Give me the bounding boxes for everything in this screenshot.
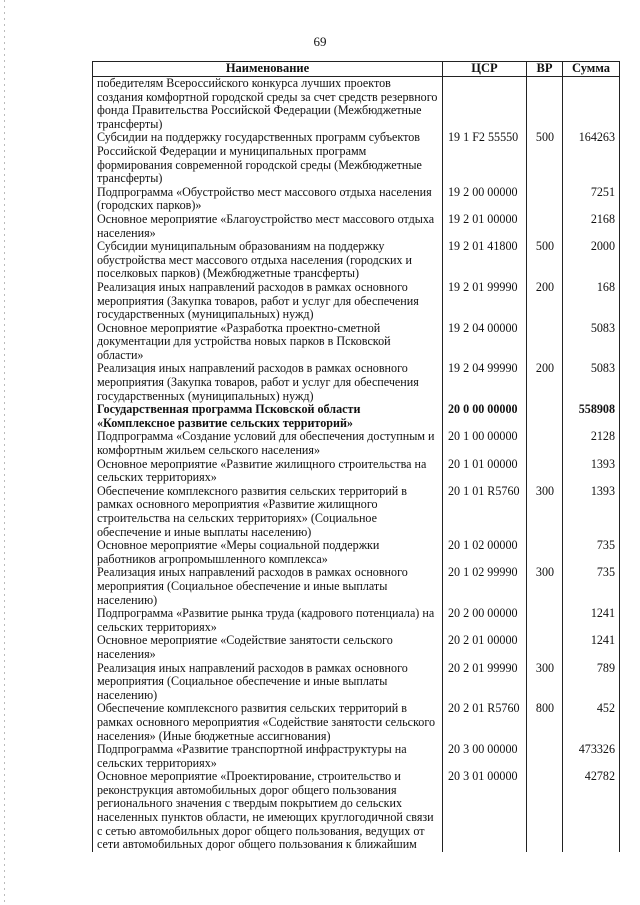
cell-name: Субсидии на поддержку государственных программ субъектов Российской Федерации и муниципальных программ формирования современной городской среды (Межбюджетные трансферты)	[93, 131, 443, 185]
table-row	[93, 240, 620, 281]
cell-vr: 300	[527, 566, 563, 607]
table-row	[93, 281, 620, 322]
cell-sum: 1241	[563, 634, 620, 661]
cell-vr	[527, 403, 563, 430]
table-row	[93, 539, 620, 566]
table-row	[93, 743, 620, 770]
table-row	[93, 607, 620, 634]
cell-sum: 42782	[563, 770, 620, 852]
cell-vr	[527, 743, 563, 770]
table-row	[93, 322, 620, 363]
table-row	[93, 213, 620, 240]
table-row	[93, 131, 620, 185]
cell-csr: 20 3 01 00000	[443, 770, 527, 852]
table-row	[93, 362, 620, 403]
table-row	[93, 662, 620, 703]
table-row	[93, 702, 620, 743]
cell-vr: 500	[527, 240, 563, 281]
cell-sum: 473326	[563, 743, 620, 770]
cell-vr	[527, 322, 563, 363]
cell-csr: 19 2 04 00000	[443, 322, 527, 363]
table-row	[93, 186, 620, 213]
page-number: 69	[313, 34, 327, 49]
cell-sum: 2000	[563, 240, 620, 281]
table-header-row	[93, 62, 620, 77]
cell-vr	[527, 77, 563, 132]
cell-sum: 1393	[563, 458, 620, 485]
cell-sum: 1241	[563, 607, 620, 634]
cell-vr: 800	[527, 702, 563, 743]
cell-vr	[527, 186, 563, 213]
cell-name: Реализация иных направлений расходов в рамках основного мероприятия (Закупка товаров, работ и услуг для обеспечения государственных (муниципальных) нужд)	[93, 281, 443, 322]
cell-sum: 558908	[563, 403, 620, 430]
cell-sum: 5083	[563, 362, 620, 403]
table-row	[93, 770, 620, 852]
cell-name: Государственная программа Псковской области «Комплексное развитие сельских территорий»	[93, 403, 443, 430]
cell-csr: 20 1 02 99990	[443, 566, 527, 607]
cell-csr: 20 0 00 00000	[443, 403, 527, 430]
cell-vr: 500	[527, 131, 563, 185]
cell-csr: 20 1 01 00000	[443, 458, 527, 485]
scan-edge-mark	[4, 0, 5, 905]
cell-csr: 19 2 00 00000	[443, 186, 527, 213]
cell-csr: 19 1 F2 55550	[443, 131, 527, 185]
cell-name: Основное мероприятие «Разработка проектно-сметной документации для устройства новых парков в Псковской области»	[93, 322, 443, 363]
budget-table	[92, 61, 620, 852]
table-row	[93, 485, 620, 539]
cell-csr: 20 2 00 00000	[443, 607, 527, 634]
header-sum: Сумма	[563, 62, 620, 77]
cell-name: Основное мероприятие «Благоустройство мест массового отдыха населения»	[93, 213, 443, 240]
cell-sum: 2168	[563, 213, 620, 240]
cell-csr: 19 2 04 99990	[443, 362, 527, 403]
cell-sum: 7251	[563, 186, 620, 213]
header-csr: ЦСР	[443, 62, 527, 77]
cell-name: Подпрограмма «Развитие транспортной инфраструктуры на сельских территориях»	[93, 743, 443, 770]
cell-name: Реализация иных направлений расходов в рамках основного мероприятия (Социальное обеспечение и иные выплаты населению)	[93, 566, 443, 607]
table-row	[93, 458, 620, 485]
cell-sum: 735	[563, 539, 620, 566]
cell-vr: 300	[527, 662, 563, 703]
cell-csr: 19 2 01 41800	[443, 240, 527, 281]
cell-csr: 20 1 02 00000	[443, 539, 527, 566]
cell-sum: 789	[563, 662, 620, 703]
cell-csr	[443, 77, 527, 132]
cell-name: Субсидии муниципальным образованиям на поддержку обустройства мест массового отдыха населения (городских и поселковых парков) (Межбюджетные трансферты)	[93, 240, 443, 281]
cell-csr: 19 2 01 99990	[443, 281, 527, 322]
cell-name: Основное мероприятие «Содействие занятости сельского населения»	[93, 634, 443, 661]
cell-name: победителям Всероссийского конкурса лучших проектов создания комфортной городской среды за счет средств резервного фонда Правительства Российской Федерации (Межбюджетные трансферты)	[93, 77, 443, 132]
cell-name: Основное мероприятие «Развитие жилищного строительства на сельских территориях»	[93, 458, 443, 485]
table-row	[93, 566, 620, 607]
cell-csr: 19 2 01 00000	[443, 213, 527, 240]
cell-name: Реализация иных направлений расходов в рамках основного мероприятия (Закупка товаров, работ и услуг для обеспечения государственных (муниципальных) нужд)	[93, 362, 443, 403]
cell-csr: 20 2 01 00000	[443, 634, 527, 661]
cell-vr	[527, 213, 563, 240]
cell-sum: 5083	[563, 322, 620, 363]
cell-vr: 200	[527, 281, 563, 322]
cell-vr	[527, 458, 563, 485]
table-row	[93, 634, 620, 661]
cell-csr: 20 1 00 00000	[443, 430, 527, 457]
cell-vr: 300	[527, 485, 563, 539]
header-vr: ВР	[527, 62, 563, 77]
cell-name: Обеспечение комплексного развития сельских территорий в рамках основного мероприятия «Содействие занятости сельского населения» (Иные бюджетные ассигнования)	[93, 702, 443, 743]
header-name: Наименование	[93, 62, 443, 77]
cell-name: Основное мероприятие «Меры социальной поддержки работников агропромышленного комплекса»	[93, 539, 443, 566]
cell-csr: 20 2 01 R5760	[443, 702, 527, 743]
cell-vr	[527, 634, 563, 661]
cell-sum: 164263	[563, 131, 620, 185]
cell-name: Основное мероприятие «Проектирование, строительство и реконструкция автомобильных дорог общего пользования регионального значения с твердым покрытием до сельских населенных пунктов области, не имеющих круглогодичной связи с сетью автомобильных дорог общего пользования, ведущих от сети автомобильных дорог общего пользования к ближайшим	[93, 770, 443, 852]
cell-sum	[563, 77, 620, 132]
cell-vr	[527, 607, 563, 634]
table-row	[93, 403, 620, 430]
cell-name: Подпрограмма «Обустройство мест массового отдыха населения (городских парков)»	[93, 186, 443, 213]
table-row	[93, 77, 620, 132]
cell-csr: 20 3 00 00000	[443, 743, 527, 770]
cell-sum: 452	[563, 702, 620, 743]
cell-vr	[527, 770, 563, 852]
cell-name: Подпрограмма «Создание условий для обеспечения доступным и комфортным жильем сельского населения»	[93, 430, 443, 457]
cell-vr	[527, 539, 563, 566]
cell-sum: 1393	[563, 485, 620, 539]
table-row	[93, 430, 620, 457]
cell-csr: 20 1 01 R5760	[443, 485, 527, 539]
cell-vr	[527, 430, 563, 457]
cell-name: Обеспечение комплексного развития сельских территорий в рамках основного мероприятия «Развитие жилищного строительства на сельских территориях» (Социальное обеспечение и иные выплаты населению)	[93, 485, 443, 539]
cell-csr: 20 2 01 99990	[443, 662, 527, 703]
cell-name: Подпрограмма «Развитие рынка труда (кадрового потенциала) на сельских территориях»	[93, 607, 443, 634]
cell-sum: 2128	[563, 430, 620, 457]
cell-sum: 735	[563, 566, 620, 607]
cell-vr: 200	[527, 362, 563, 403]
cell-sum: 168	[563, 281, 620, 322]
cell-name: Реализация иных направлений расходов в рамках основного мероприятия (Социальное обеспечение и иные выплаты населению)	[93, 662, 443, 703]
